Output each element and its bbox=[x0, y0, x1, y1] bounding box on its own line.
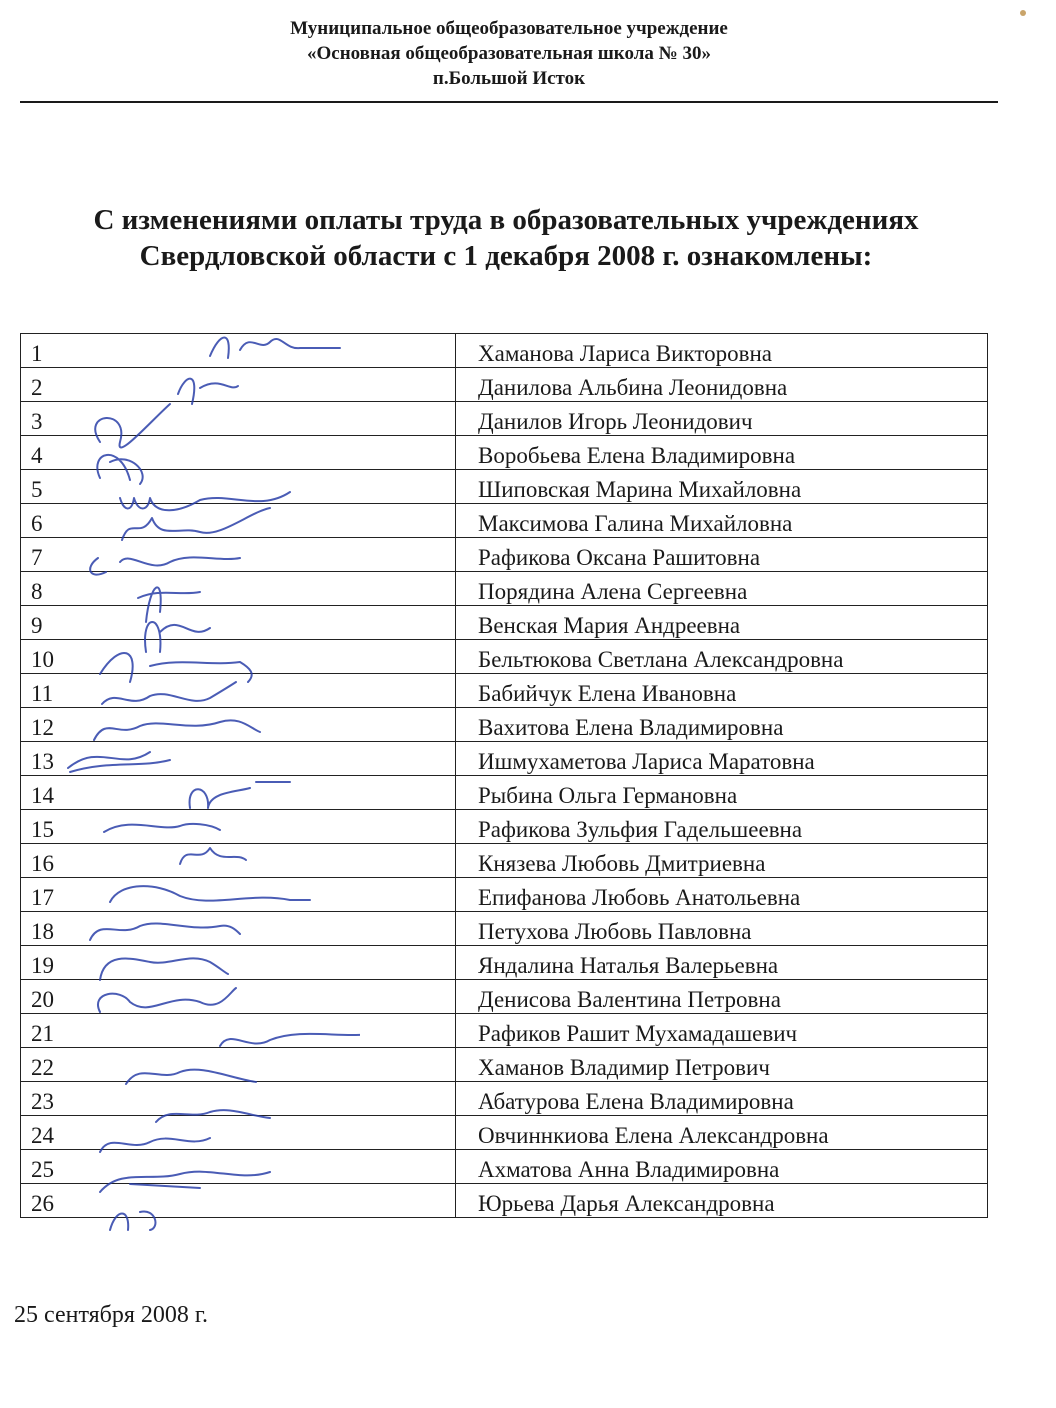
row-number: 9 bbox=[21, 606, 456, 640]
table-row bbox=[21, 980, 988, 1014]
employee-name: Порядина Алена Сергеевна bbox=[456, 572, 988, 606]
row-number: 14 bbox=[21, 776, 456, 810]
table-row bbox=[21, 1150, 988, 1184]
row-number: 7 bbox=[21, 538, 456, 572]
row-number: 23 bbox=[21, 1082, 456, 1116]
title-line-2: Свердловской области с 1 декабря 2008 г. ознакомлены: bbox=[139, 240, 873, 272]
row-number: 24 bbox=[21, 1116, 456, 1150]
row-number: 8 bbox=[21, 572, 456, 606]
employee-name: Рафикова Зульфия Гадельшеевна bbox=[456, 810, 988, 844]
table-row bbox=[21, 334, 988, 368]
employee-name: Рафиков Рашит Мухамадашевич bbox=[456, 1014, 988, 1048]
employee-name: Вахитова Елена Владимировна bbox=[456, 708, 988, 742]
row-number: 6 bbox=[21, 504, 456, 538]
table-row bbox=[21, 912, 988, 946]
employee-name: Максимова Галина Михайловна bbox=[456, 504, 988, 538]
table-row bbox=[21, 436, 988, 470]
table-row bbox=[21, 946, 988, 980]
row-number: 16 bbox=[21, 844, 456, 878]
employee-name: Бабийчук Елена Ивановна bbox=[456, 674, 988, 708]
employee-name: Ахматова Анна Владимировна bbox=[456, 1150, 988, 1184]
row-number: 5 bbox=[21, 470, 456, 504]
row-number: 4 bbox=[21, 436, 456, 470]
employee-name: Яндалина Наталья Валерьевна bbox=[456, 946, 988, 980]
row-number: 15 bbox=[21, 810, 456, 844]
employee-name: Хаманова Лариса Викторовна bbox=[456, 334, 988, 368]
row-number: 11 bbox=[21, 674, 456, 708]
employee-name: Абатурова Елена Владимировна bbox=[456, 1082, 988, 1116]
table-row bbox=[21, 1184, 988, 1218]
table-row bbox=[21, 810, 988, 844]
document-date: 25 сентября 2008 г. bbox=[14, 1302, 209, 1328]
employee-name: Юрьева Дарья Александровна bbox=[456, 1184, 988, 1218]
table-row bbox=[21, 776, 988, 810]
employee-name: Рыбина Ольга Германовна bbox=[456, 776, 988, 810]
institution-header bbox=[20, 16, 998, 91]
employee-name: Рафикова Оксана Рашитовна bbox=[456, 538, 988, 572]
row-number: 2 bbox=[21, 368, 456, 402]
employee-name: Данилов Игорь Леонидович bbox=[456, 402, 988, 436]
table-row bbox=[21, 1048, 988, 1082]
employee-name: Воробьева Елена Владимировна bbox=[456, 436, 988, 470]
paper-speck bbox=[1020, 10, 1026, 16]
header-divider bbox=[20, 101, 998, 103]
table-row bbox=[21, 1116, 988, 1150]
table-row bbox=[21, 504, 988, 538]
row-number: 25 bbox=[21, 1150, 456, 1184]
row-number: 26 bbox=[21, 1184, 456, 1218]
header-line-3: п.Большой Исток bbox=[432, 68, 586, 89]
row-number: 22 bbox=[21, 1048, 456, 1082]
employee-name: Хаманов Владимир Петрович bbox=[456, 1048, 988, 1082]
table-row bbox=[21, 742, 988, 776]
acknowledgement-table bbox=[20, 333, 988, 1218]
employee-name: Данилова Альбина Леонидовна bbox=[456, 368, 988, 402]
employee-name: Венская Мария Андреевна bbox=[456, 606, 988, 640]
employee-name: Епифанова Любовь Анатольевна bbox=[456, 878, 988, 912]
row-number: 1 bbox=[21, 334, 456, 368]
row-number: 20 bbox=[21, 980, 456, 1014]
table-row bbox=[21, 878, 988, 912]
table-row bbox=[21, 402, 988, 436]
row-number: 12 bbox=[21, 708, 456, 742]
row-number: 17 bbox=[21, 878, 456, 912]
row-number: 19 bbox=[21, 946, 456, 980]
employee-name: Ишмухаметова Лариса Маратовна bbox=[456, 742, 988, 776]
employee-name: Овчиннкиова Елена Александровна bbox=[456, 1116, 988, 1150]
table-row bbox=[21, 368, 988, 402]
row-number: 3 bbox=[21, 402, 456, 436]
table-row bbox=[21, 606, 988, 640]
title-line-1: С изменениями оплаты труда в образовательных учреждениях bbox=[93, 204, 919, 236]
row-number: 13 bbox=[21, 742, 456, 776]
employee-name: Шиповская Марина Михайловна bbox=[456, 470, 988, 504]
document-title bbox=[0, 202, 1012, 274]
table-row bbox=[21, 640, 988, 674]
employee-name: Денисова Валентина Петровна bbox=[456, 980, 988, 1014]
row-number: 21 bbox=[21, 1014, 456, 1048]
employee-name: Князева Любовь Дмитриевна bbox=[456, 844, 988, 878]
row-number: 18 bbox=[21, 912, 456, 946]
table-row bbox=[21, 538, 988, 572]
table-row bbox=[21, 1014, 988, 1048]
row-number: 10 bbox=[21, 640, 456, 674]
header-line-1: Муниципальное общеобразовательное учреждение bbox=[290, 18, 728, 39]
header-line-2: «Основная общеобразовательная школа № 30» bbox=[307, 43, 711, 64]
table-row bbox=[21, 1082, 988, 1116]
employee-name: Бельтюкова Светлана Александровна bbox=[456, 640, 988, 674]
table-row bbox=[21, 572, 988, 606]
table-row bbox=[21, 470, 988, 504]
table-row bbox=[21, 674, 988, 708]
table-row bbox=[21, 708, 988, 742]
table-row bbox=[21, 844, 988, 878]
employee-name: Петухова Любовь Павловна bbox=[456, 912, 988, 946]
